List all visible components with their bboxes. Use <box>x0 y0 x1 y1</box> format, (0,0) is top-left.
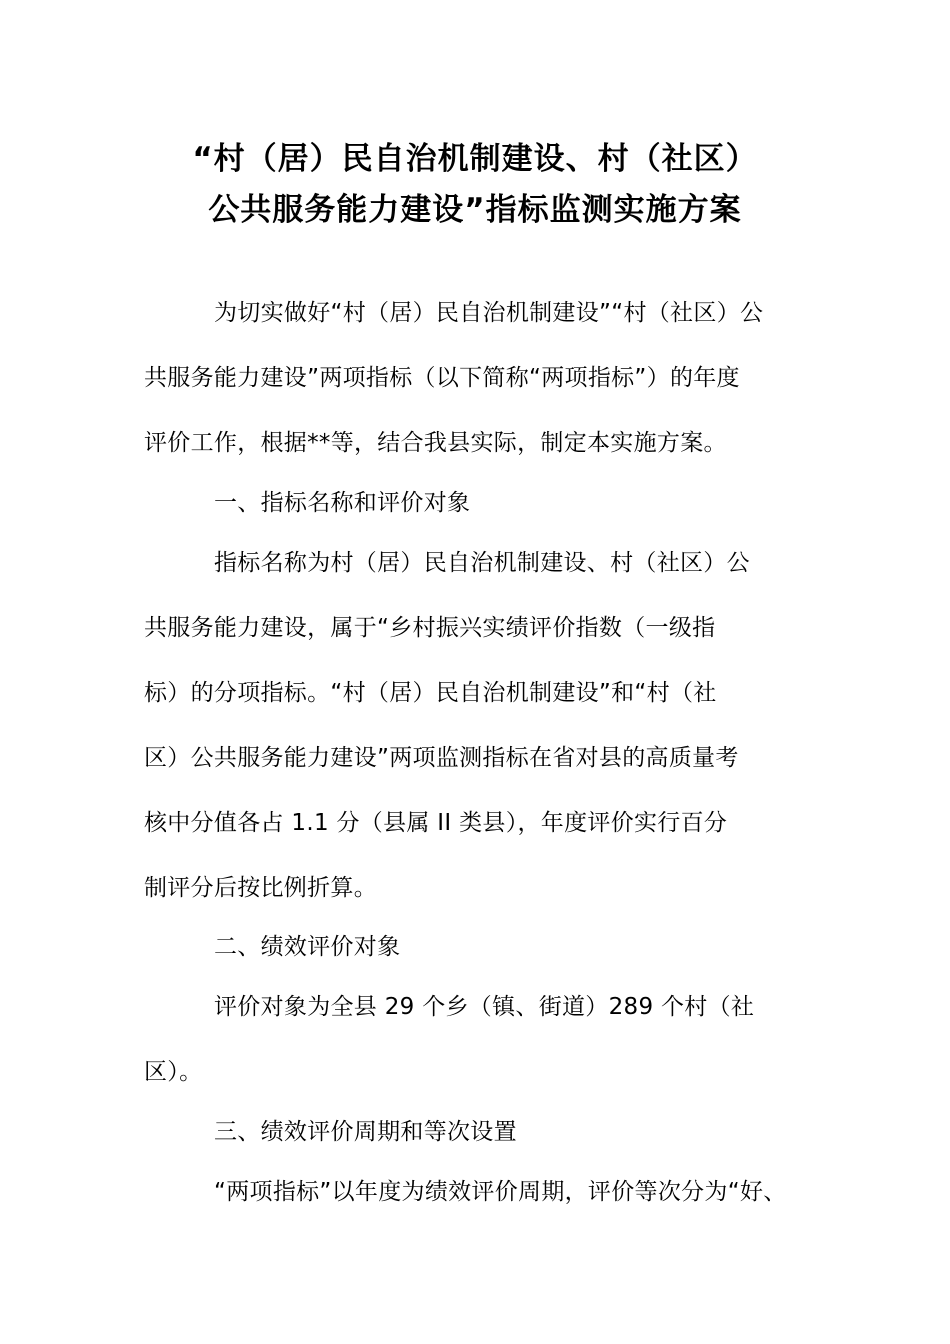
paragraph-2-line-6: 制评分后按比例折算。 <box>144 875 377 901</box>
paragraph-4-line-1: “两项指标”以年度为绩效评价周期，评价等次分为“好、 <box>214 1179 787 1205</box>
paragraph-2-line-2: 共服务能力建设，属于“乡村振兴实绩评价指数（一级指 <box>144 615 716 641</box>
paragraph-2-line-1: 指标名称为村（居）民自治机制建设、村（社区）公 <box>214 550 750 576</box>
paragraph-2-line-3: 标）的分项指标。“村（居）民自治机制建设”和“村（社 <box>144 680 717 706</box>
paragraph-1-line-2: 共服务能力建设”两项指标（以下简称“两项指标”）的年度 <box>144 365 740 391</box>
document-title-line-2: 公共服务能力建设”指标监测实施方案 <box>208 192 742 228</box>
section-heading-1: 一、指标名称和评价对象 <box>214 490 471 516</box>
paragraph-2-line-5: 核中分值各占 1.1 分（县属 II 类县），年度评价实行百分 <box>144 810 728 836</box>
paragraph-1-line-1: 为切实做好“村（居）民自治机制建设”“村（社区）公 <box>214 300 764 326</box>
section-heading-3: 三、绩效评价周期和等次设置 <box>214 1119 517 1145</box>
paragraph-3-line-1: 评价对象为全县 29 个乡（镇、街道）289 个村（社 <box>214 994 755 1020</box>
section-heading-2: 二、绩效评价对象 <box>214 934 401 960</box>
paragraph-3-line-2: 区）。 <box>144 1059 203 1085</box>
paragraph-1-line-3: 评价工作，根据**等，结合我县实际，制定本实施方案。 <box>144 430 727 456</box>
document-title-line-1: “村（居）民自治机制建设、村（社区） <box>192 141 758 177</box>
paragraph-2-line-4: 区）公共服务能力建设”两项监测指标在省对县的高质量考 <box>144 745 739 771</box>
